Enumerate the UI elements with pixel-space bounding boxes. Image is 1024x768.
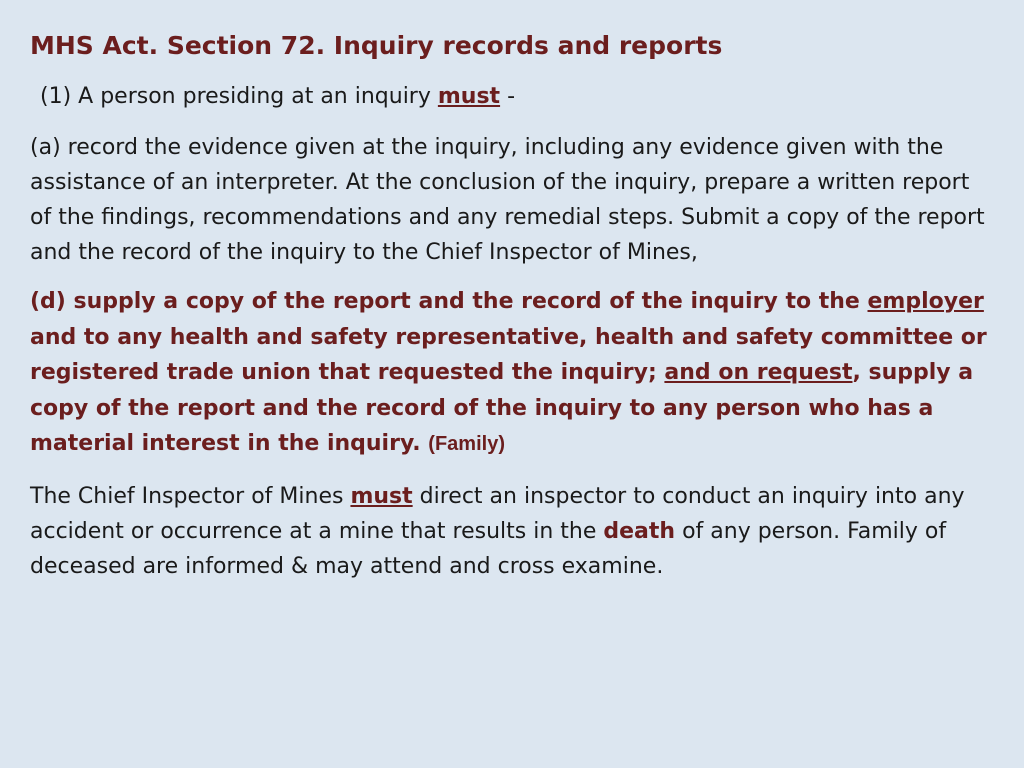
subsection-1-intro [40, 82, 988, 112]
employer-emphasis: employer [867, 289, 984, 314]
subsection-1-tail: - [500, 84, 516, 109]
paragraph-d-part3: , supply a copy of the report and the record of the inquiry to any person who has a material interest in the inquiry. [30, 360, 974, 456]
chief-inspector-paragraph [30, 479, 988, 584]
chief-inspector-part3: of any person. Family of deceased are informed & may attend and cross examine. [30, 518, 947, 579]
subsection-1-lead: (1) A person presiding at an inquiry [40, 84, 438, 109]
must-emphasis: must [437, 84, 501, 109]
must-emphasis-2: must [350, 483, 413, 509]
paragraph-d-part2: and to any health and safety representative, health and safety committee or registered trade union that requested the inquiry; [30, 324, 987, 385]
family-note: (Family) [428, 433, 505, 455]
paragraph-d [30, 284, 988, 463]
paragraph-d-part1: (d) supply a copy of the report and the record of the inquiry to the [30, 289, 868, 314]
chief-inspector-part1: The Chief Inspector of Mines [30, 483, 351, 509]
chief-inspector-part2: direct an inspector to conduct an inquiry into any accident or occurrence at a mine that results in the [30, 483, 965, 544]
death-emphasis: death [603, 518, 676, 544]
on-request-emphasis: and on request [664, 360, 853, 385]
slide-title: MHS Act. Section 72. Inquiry records and reports [30, 31, 723, 60]
paragraph-a: (a) record the evidence given at the inquiry, including any evidence given with the assistance of an interpreter. At the conclusion of the inquiry, prepare a written report of the findings, recommendations and any remedial steps. Submit a copy of the report and the record of the inquiry to the Chief Inspector of Mines, [30, 135, 985, 265]
